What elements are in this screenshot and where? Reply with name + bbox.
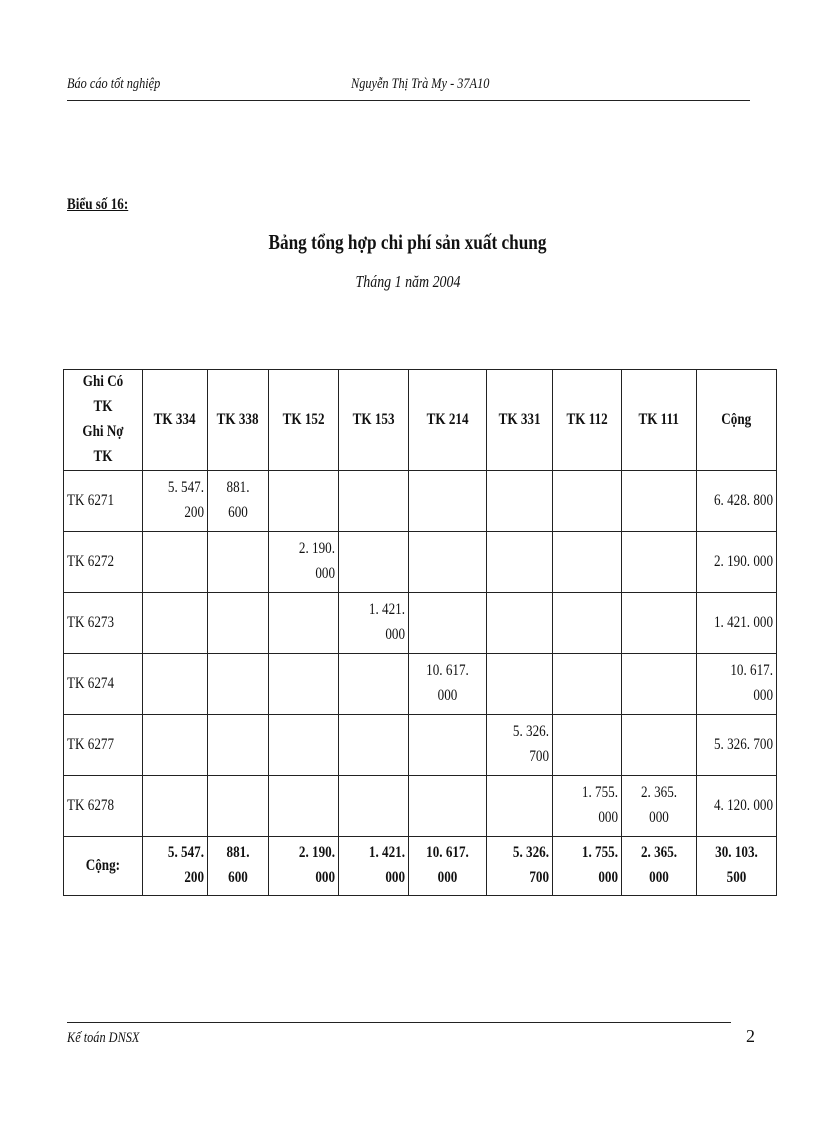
table-cell: 4. 120. 000: [697, 776, 777, 837]
table-cell: 1. 421. 000: [339, 593, 409, 654]
column-header: TK 334: [143, 370, 208, 471]
row-label: TK 6278: [64, 776, 143, 837]
corner-header-cell: Ghi Có TK Ghi Nợ TK: [64, 370, 143, 471]
table-row: [64, 776, 777, 837]
table-cell: 10. 617. 000: [409, 654, 487, 715]
row-label: TK 6277: [64, 715, 143, 776]
column-header: TK 214: [409, 370, 487, 471]
table-cell: [143, 593, 208, 654]
table-cell: 5. 326. 700: [697, 715, 777, 776]
grand-total-cell: 30. 103. 500: [697, 837, 777, 896]
table-cell: 2. 190. 000: [269, 532, 339, 593]
table-cell: [208, 532, 269, 593]
total-cell: 5. 547. 200: [143, 837, 208, 896]
page-title: Bảng tổng hợp chi phí sản xuất chung: [268, 230, 547, 254]
total-cell: 881. 600: [208, 837, 269, 896]
row-label: TK 6271: [64, 471, 143, 532]
table-cell: [553, 654, 622, 715]
table-cell: 1. 755. 000: [553, 776, 622, 837]
table-cell: [622, 593, 697, 654]
table-cell: 2. 190. 000: [697, 532, 777, 593]
table-cell: [487, 593, 553, 654]
table-cell: [622, 715, 697, 776]
total-cell: 5. 326. 700: [487, 837, 553, 896]
table-cell: [553, 715, 622, 776]
table-header-row: [64, 370, 777, 471]
table-cell: [269, 471, 339, 532]
table-cell: [339, 471, 409, 532]
table-cell: [487, 654, 553, 715]
column-header: TK 111: [622, 370, 697, 471]
table-label: Biểu số 16:: [67, 196, 129, 213]
table-cell: [143, 776, 208, 837]
table-total-row: [64, 837, 777, 896]
table-row: [64, 471, 777, 532]
table-cell: [553, 593, 622, 654]
table-cell: [487, 532, 553, 593]
table-cell: 2. 365. 000: [622, 776, 697, 837]
total-cell: 2. 365. 000: [622, 837, 697, 896]
table-cell: [269, 654, 339, 715]
table-cell: 10. 617. 000: [697, 654, 777, 715]
table-cell: [409, 593, 487, 654]
table-cell: [208, 715, 269, 776]
table-cell: [339, 654, 409, 715]
table-cell: 6. 428. 800: [697, 471, 777, 532]
table-cell: [409, 715, 487, 776]
table-cell: [339, 776, 409, 837]
total-cell: 10. 617. 000: [409, 837, 487, 896]
table-cell: [339, 532, 409, 593]
total-cell: 1. 421. 000: [339, 837, 409, 896]
table-cell: 881. 600: [208, 471, 269, 532]
column-header: Cộng: [697, 370, 777, 471]
table-cell: 5. 547. 200: [143, 471, 208, 532]
table-cell: [143, 654, 208, 715]
table-cell: [208, 593, 269, 654]
table-cell: [269, 776, 339, 837]
table-cell: [487, 776, 553, 837]
table-cell: [409, 471, 487, 532]
column-header: TK 153: [339, 370, 409, 471]
row-label: TK 6274: [64, 654, 143, 715]
table-cell: [553, 532, 622, 593]
row-label: TK 6272: [64, 532, 143, 593]
row-label: TK 6273: [64, 593, 143, 654]
page-subtitle: Tháng 1 năm 2004: [355, 272, 461, 291]
table-cell: [208, 776, 269, 837]
table-cell: [143, 532, 208, 593]
table-cell: [409, 776, 487, 837]
header-report-title: Báo cáo tốt nghiệp: [67, 76, 161, 92]
header-author: Nguyễn Thị Trà My - 37A10: [351, 76, 490, 92]
table-row: [64, 532, 777, 593]
table-cell: [622, 532, 697, 593]
table-cell: [409, 532, 487, 593]
table-row: [64, 715, 777, 776]
table-row: [64, 654, 777, 715]
table-cell: [622, 471, 697, 532]
column-header: TK 152: [269, 370, 339, 471]
page-number: 2: [746, 1026, 755, 1046]
total-cell: 1. 755. 000: [553, 837, 622, 896]
table-cell: [622, 654, 697, 715]
table-cell: [487, 471, 553, 532]
header-divider: [67, 100, 750, 101]
footer-divider: [67, 1022, 731, 1023]
footer-section: Kế toán DNSX: [67, 1030, 140, 1046]
column-header: TK 338: [208, 370, 269, 471]
table-cell: 5. 326. 700: [487, 715, 553, 776]
column-header: TK 331: [487, 370, 553, 471]
table-cell: [553, 471, 622, 532]
table-cell: [339, 715, 409, 776]
cost-summary-table: [63, 369, 777, 896]
table-cell: [269, 593, 339, 654]
table-row: [64, 593, 777, 654]
column-header: TK 112: [553, 370, 622, 471]
table-cell: [269, 715, 339, 776]
table-cell: [143, 715, 208, 776]
table-cell: [208, 654, 269, 715]
total-label: Cộng:: [64, 837, 143, 896]
table-cell: 1. 421. 000: [697, 593, 777, 654]
total-cell: 2. 190. 000: [269, 837, 339, 896]
